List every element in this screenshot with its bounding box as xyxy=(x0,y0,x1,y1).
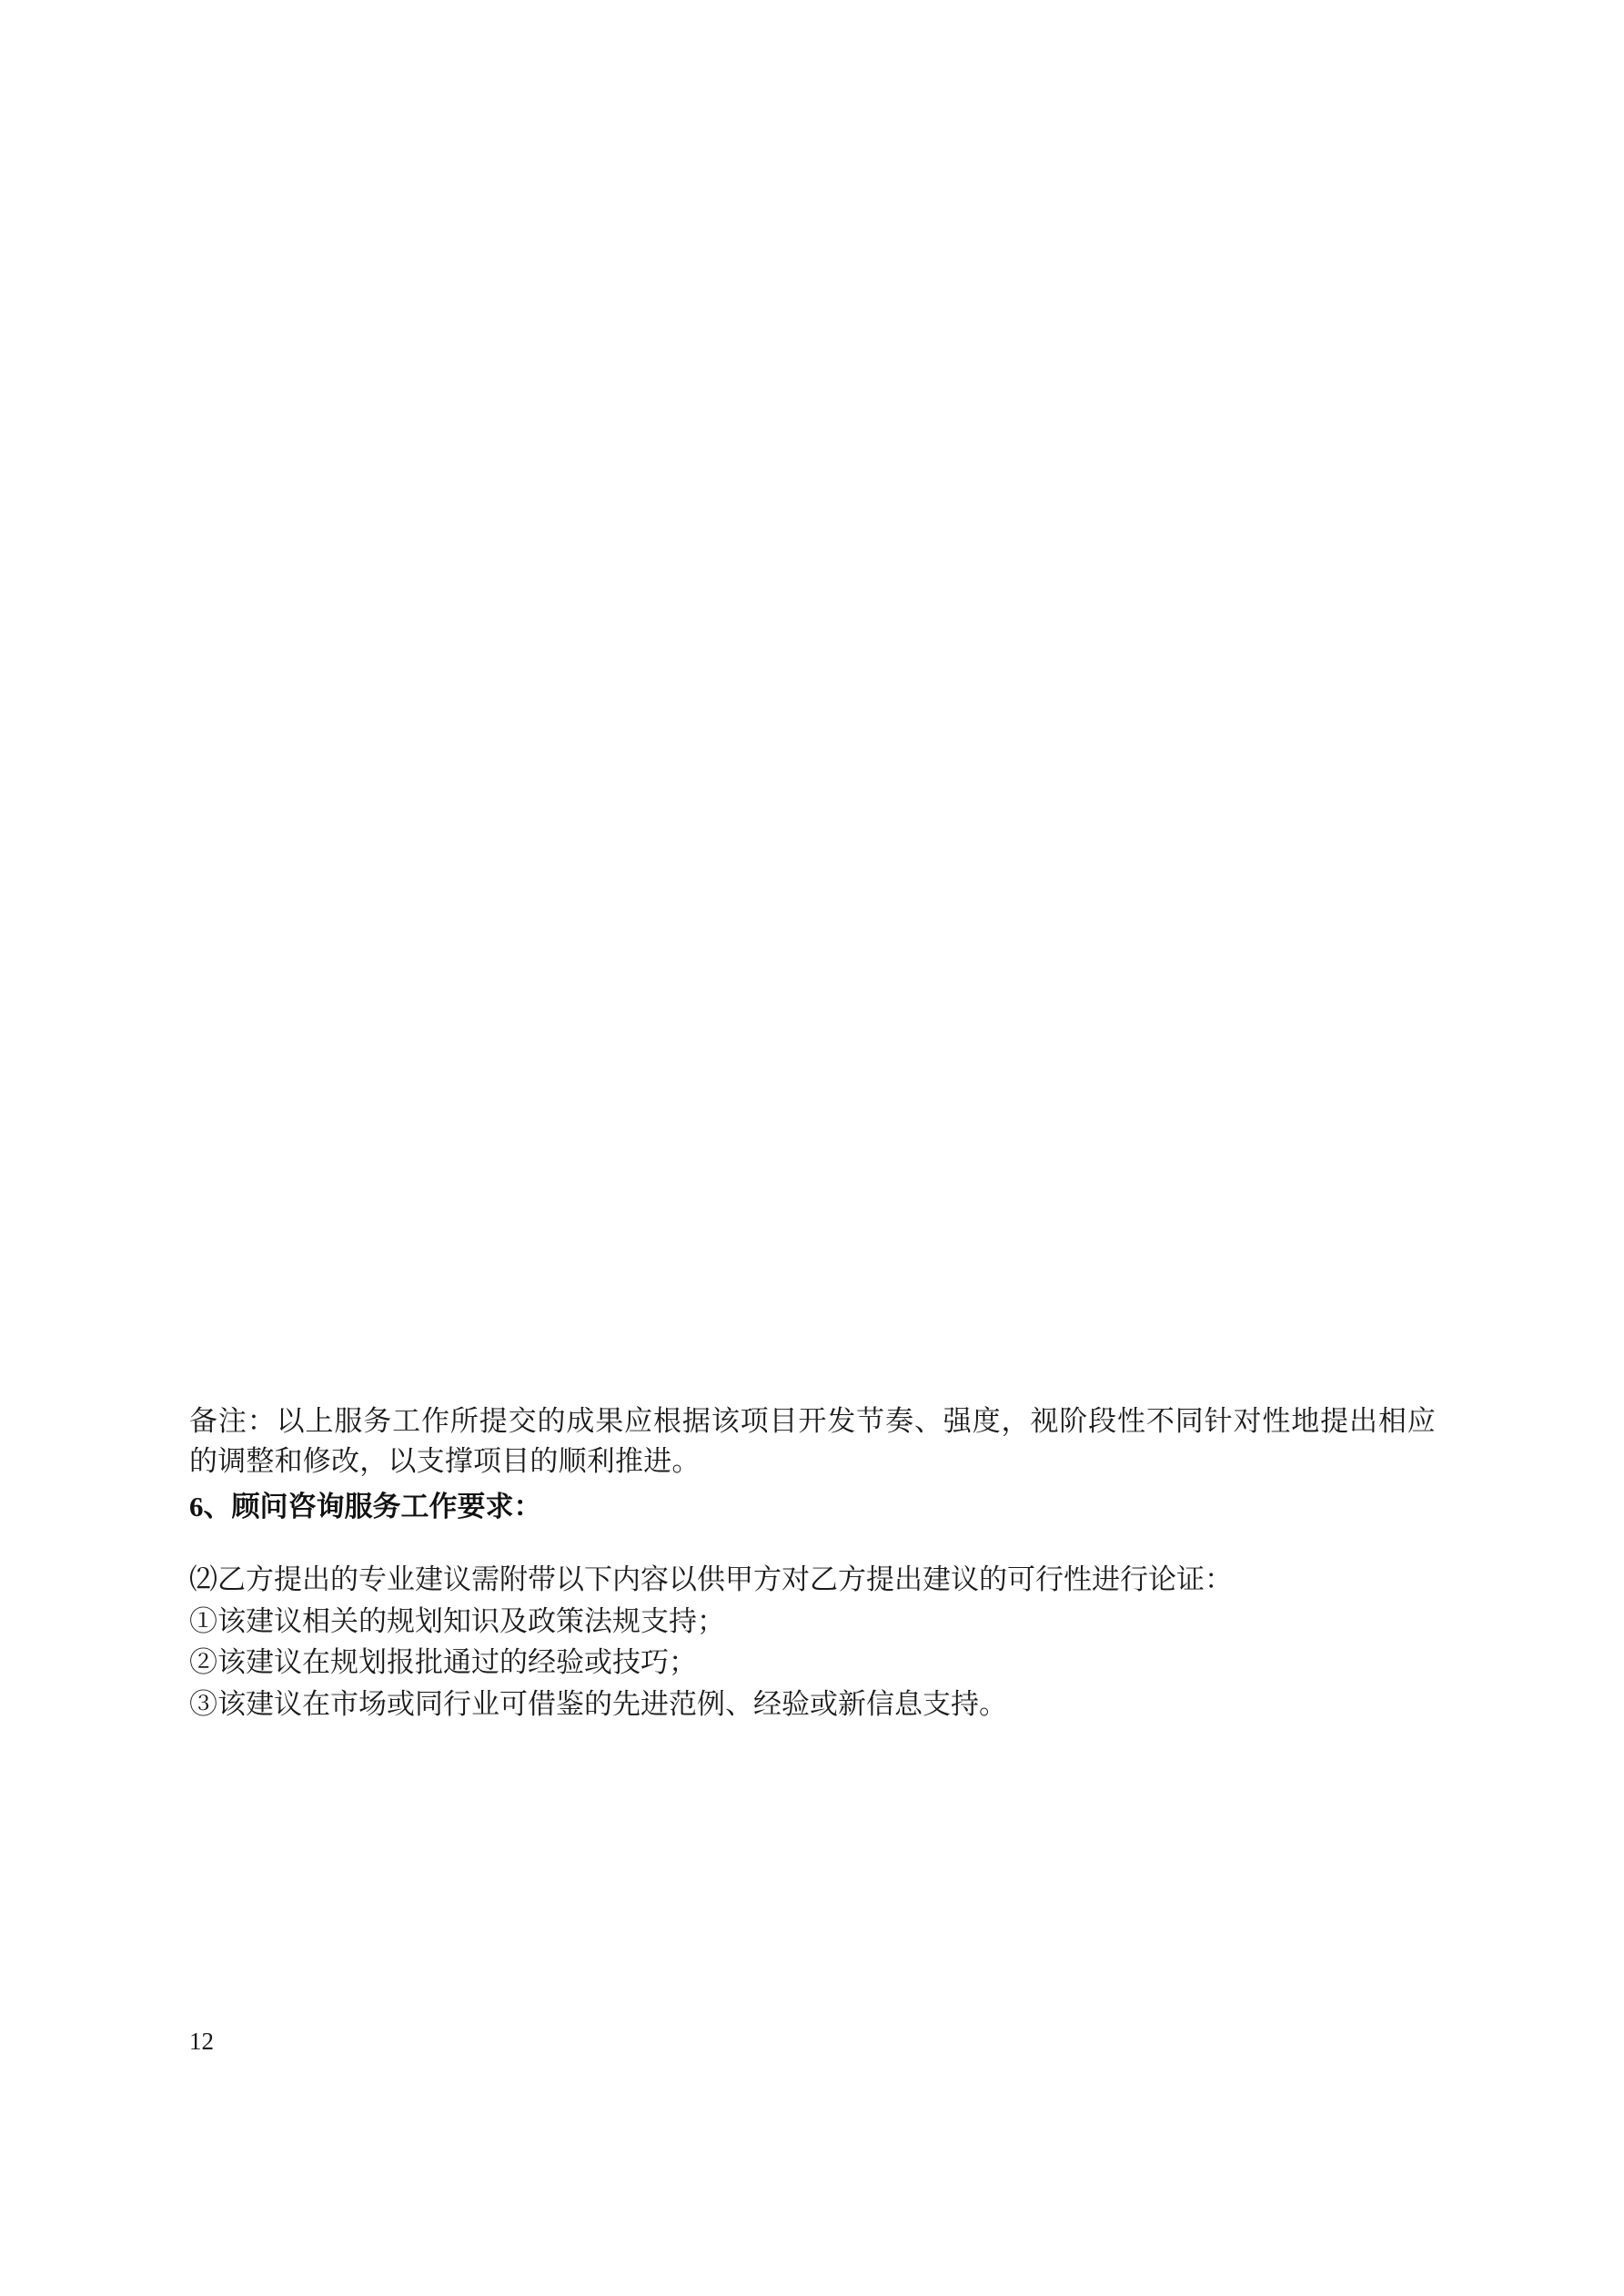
page-number: 12 xyxy=(189,2028,214,2055)
list-item: ①该建议相关的规划知识及政策法规支持； xyxy=(189,1604,725,1637)
list-item: ③该建议在市场或同行业可借鉴的先进范例、经验或新信息支持。 xyxy=(189,1687,1007,1720)
requirement-list xyxy=(189,1559,1436,1725)
list-item: ⑵乙方提出的专业建议需附带以下内容以供甲方对乙方提出建议的可行性进行论证： xyxy=(189,1563,1233,1595)
note-paragraph: 备注：以上服务工作所提交的成果应根据该项目开发节奏、强度，视阶段性不同针对性地提出相应的调整和修改，以支撑项目的顺利推进。 xyxy=(189,1405,1436,1478)
section-heading: 6、顾问咨询服务工作要求： xyxy=(189,1491,542,1523)
list-item: ②该建议在规划报批通过的经验或技巧； xyxy=(189,1646,697,1679)
page-content xyxy=(189,1401,1436,1725)
